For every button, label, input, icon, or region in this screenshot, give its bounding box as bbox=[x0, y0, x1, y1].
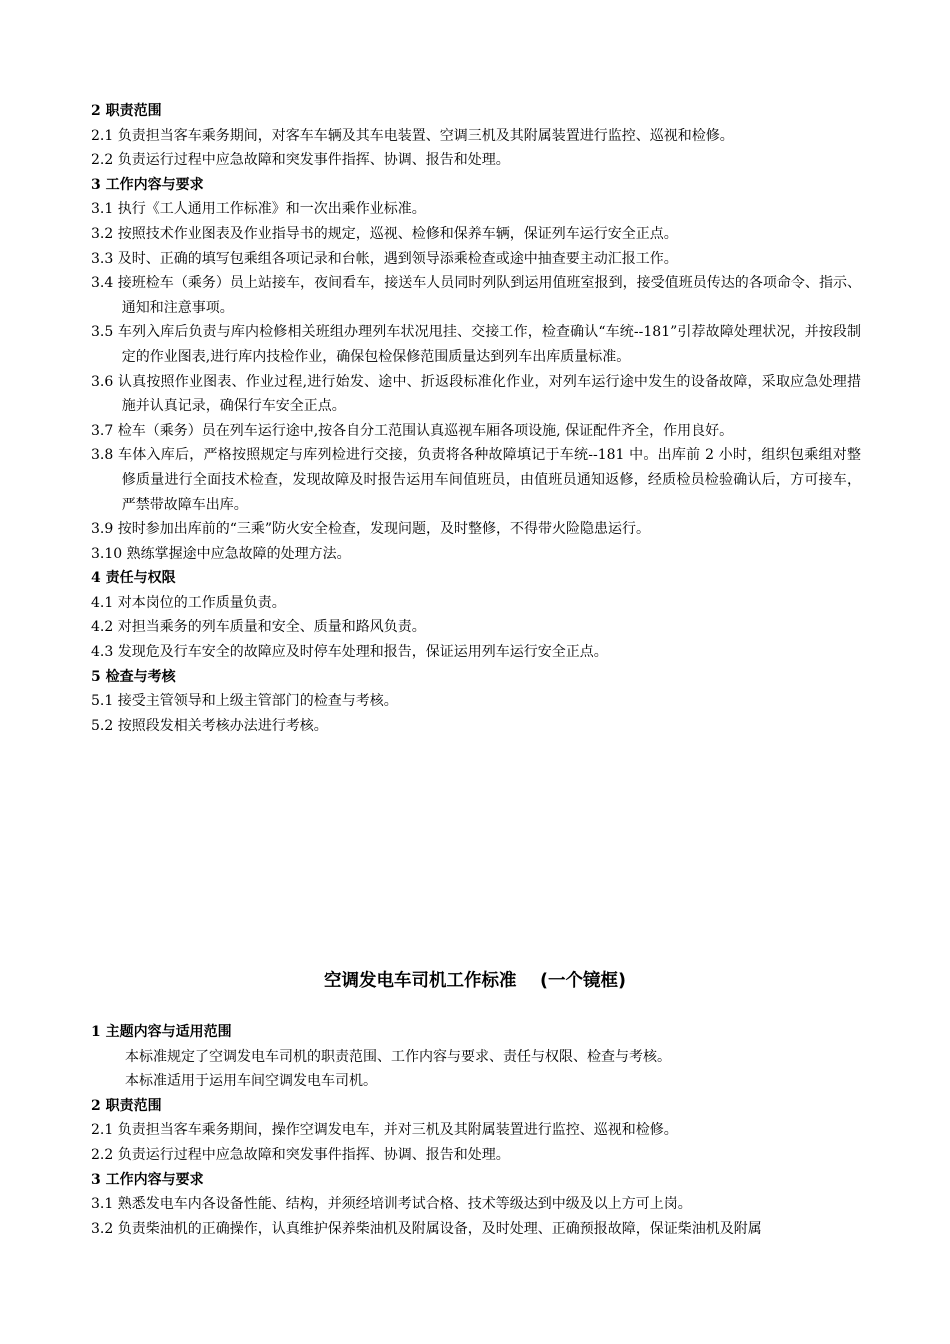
paragraph-line: 2.2 负责运行过程中应急故障和突发事件指挥、协调、报告和处理。 bbox=[91, 1146, 510, 1163]
paragraph-line: 3.5 车列入库后负责与库内检修相关班组办理列车状况甩挂、交接工作，检查确认“车统--181”引荐故障处理状况，并按段制定的作业图表,进行库内技检作业，确保包检保修范围质量达到列车出库质量标准。 bbox=[91, 324, 861, 365]
section-heading: 3 工作内容与要求 bbox=[91, 176, 204, 193]
paragraph-line: 4.1 对本岗位的工作质量负责。 bbox=[91, 594, 286, 611]
section-heading: 1 主题内容与适用范围 bbox=[91, 1024, 232, 1040]
paragraph-line: 3.7 检车（乘务）员在列车运行途中,按各自分工范围认真巡视车厢各项设施, 保证配件齐全，作用良好。 bbox=[91, 422, 734, 439]
paragraph-line: 3.8 车体入库后，严格按照规定与库列检进行交接，负责将各种故障填记于车统--181 中。出库前 2 小时，组织包乘组对整修质量进行全面技术检查，发现故障及时报告运用车间值班员，由值班员通知返修，经质检员检验确认后，方可接车，严禁带故障车出库。 bbox=[91, 447, 861, 513]
paragraph-line: 3.10 熟练掌握途中应急故障的处理方法。 bbox=[91, 545, 351, 562]
paragraph-line: 5.2 按照段发相关考核办法进行考核。 bbox=[91, 717, 328, 734]
section-heading: 3 工作内容与要求 bbox=[91, 1171, 204, 1188]
paragraph-line: 2.1 负责担当客车乘务期间，操作空调发电车，并对三机及其附属装置进行监控、巡视和检修。 bbox=[91, 1122, 678, 1139]
section-continued-standard bbox=[91, 99, 861, 738]
paragraph-line: 5.1 接受主管领导和上级主管部门的检查与考核。 bbox=[91, 693, 398, 710]
paragraph-line: 3.4 接班检车（乘务）员上站接车，夜间看车，接送车人员同时列队到运用值班室报到，接受值班员传达的各项命令、指示、通知和注意事项。 bbox=[91, 275, 861, 316]
paragraph-line: 4.3 发现危及行车安全的故障应及时停车处理和报告，保证运用列车运行安全正点。 bbox=[91, 644, 608, 661]
section-heading: 5 检查与考核 bbox=[91, 668, 176, 685]
paragraph-line: 3.9 按时参加出库前的“三乘”防火安全检查，发现问题，及时整修，不得带火险隐患运行。 bbox=[91, 521, 651, 538]
paragraph-line: 本标准适用于运用车间空调发电车司机。 bbox=[125, 1073, 377, 1090]
paragraph-line: 3.1 执行《工人通用工作标准》和一次出乘作业标准。 bbox=[91, 201, 426, 218]
paragraph-line: 3.1 熟悉发电车内各设备性能、结构，并须经培训考试合格、技术等级达到中级及以上方可上岗。 bbox=[91, 1196, 692, 1213]
paragraph-line: 2.2 负责运行过程中应急故障和突发事件指挥、协调、报告和处理。 bbox=[91, 152, 510, 169]
paragraph-line: 本标准规定了空调发电车司机的职责范围、工作内容与要求、责任与权限、检查与考核。 bbox=[125, 1048, 671, 1065]
paragraph-line: 4.2 对担当乘务的列车质量和安全、质量和路风负责。 bbox=[91, 619, 426, 636]
paragraph-line: 3.3 及时、正确的填写包乘组各项记录和台帐，遇到领导添乘检查或途中抽查要主动汇报工作。 bbox=[91, 250, 678, 267]
section-generator-driver-standard bbox=[91, 1020, 861, 1241]
paragraph-line: 3.6 认真按照作业图表、作业过程,进行始发、途中、折返段标准化作业，对列车运行途中发生的设备故障，采取应急处理措施并认真记录，确保行车安全正点。 bbox=[91, 373, 861, 415]
paragraph-line: 3.2 按照技术作业图表及作业指导书的规定，巡视、检修和保养车辆，保证列车运行安全正点。 bbox=[91, 225, 678, 242]
section-heading: 2 职责范围 bbox=[91, 1097, 162, 1114]
section-heading: 4 责任与权限 bbox=[91, 570, 176, 587]
paragraph-line: 2.1 负责担当客车乘务期间，对客车车辆及其车电装置、空调三机及其附属装置进行监控、巡视和检修。 bbox=[91, 127, 734, 144]
document-title: 空调发电车司机工作标准 (一个镜框) bbox=[323, 971, 627, 991]
paragraph-line: 3.2 负责柴油机的正确操作，认真维护保养柴油机及附属设备，及时处理、正确预报故障，保证柴油机及附属 bbox=[91, 1220, 762, 1237]
section-heading: 2 职责范围 bbox=[91, 103, 162, 119]
